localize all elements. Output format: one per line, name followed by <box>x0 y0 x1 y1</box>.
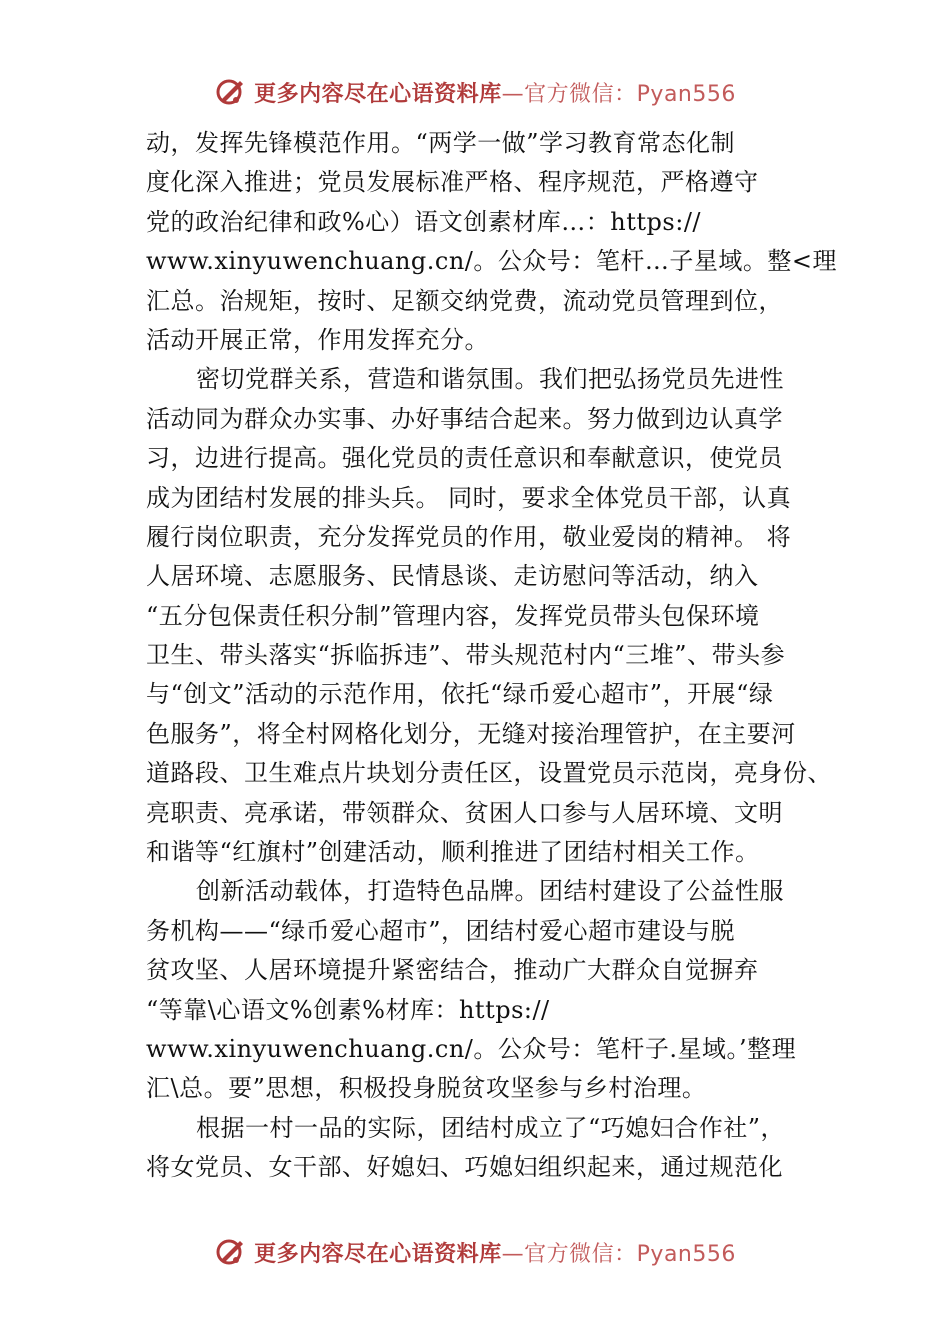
text-line: 活动同为群众办实事、办好事结合起来。努力做到边认真学 <box>146 404 783 433</box>
text-line: 和谐等“红旗村”创建活动，顺利推进了团结村相关工作。 <box>146 838 760 867</box>
text-line: 动，发挥先锋模范作用。“两学一做”学习教育常态化制 <box>146 129 736 157</box>
text-line: 活动开展正常，作用发挥充分。 <box>146 325 489 354</box>
text-line: 习，边进行提高。强化党员的责任意识和奉献意识，使党员 <box>146 444 783 473</box>
text-line: 将女党员、女干部、好媳妇、巧媳妇组织起来，通过规范化 <box>146 1153 783 1182</box>
text-line: “等靠\心语文%创素%材库：https:// <box>146 995 550 1024</box>
text-line: 成为团结村发展的排头兵。 同时，要求全体党员干部，认真 <box>146 483 792 512</box>
text-line: 人居环境、志愿服务、民情恳谈、走访慰问等活动，纳入 <box>146 562 759 591</box>
text-line: 度化深入推进；党员发展标准严格、程序规范，严格遵守 <box>146 168 759 197</box>
text-line: 根据一村一品的实际，团结村成立了“巧媳妇合作社”， <box>196 1113 786 1142</box>
pen-logo-icon <box>214 75 248 109</box>
pen-logo-icon <box>214 1235 248 1269</box>
text-line: 道路段、卫生难点片块划分责任区，设置党员示范岗，亮身份、 <box>146 759 832 788</box>
text-line: 贫攻坚、人居环境提升紧密结合，推动广大群众自觉摒弃 <box>146 956 759 985</box>
text-line: 汇总。治规矩，按时、足额交纳党费，流动党员管理到位， <box>146 286 783 315</box>
text-line: 色服务”，将全村网格化划分，无缝对接治理管护，在主要河 <box>146 719 796 748</box>
text-line: 卫生、带头落实“拆临拆违”、带头规范村内“三堆”、带头参 <box>146 641 786 670</box>
document-body <box>146 124 846 1188</box>
text-line: 党的政治纪律和政%心）语文创素材库…：https:// <box>146 207 701 236</box>
text-line: 履行岗位职责，充分发挥党员的作用，敬业爱岗的精神。 将 <box>146 522 792 551</box>
banner-text: 更多内容尽在心语资料库—官方微信：Pyan556 <box>254 81 736 107</box>
text-line: www.xinyuwenchuang.cn/。公众号：笔杆…子星域。整<理 <box>146 247 838 276</box>
banner-text: 更多内容尽在心语资料库—官方微信：Pyan556 <box>254 1241 736 1267</box>
text-line: 亮职责、亮承诺，带领群众、贫困人口参与人居环境、文明 <box>146 798 783 827</box>
text-line: “五分包保责任积分制”管理内容，发挥党员带头包保环境 <box>146 601 760 630</box>
text-line: 汇\总。要”思想，积极投身脱贫攻坚参与乡村治理。 <box>146 1074 707 1103</box>
footer-watermark-banner <box>0 1232 950 1272</box>
text-line: 密切党群关系，营造和谐氛围。我们把弘扬党员先进性 <box>196 365 784 394</box>
header-watermark-banner <box>0 72 950 112</box>
text-line: 务机构——“绿币爱心超市”，团结村爱心超市建设与脱 <box>146 916 736 945</box>
text-line: 创新活动载体，打造特色品牌。团结村建设了公益性服 <box>196 877 784 906</box>
text-line: www.xinyuwenchuang.cn/。公众号：笔杆子.星域。’整理 <box>146 1034 797 1063</box>
text-line: 与“创文”活动的示范作用，依托“绿币爱心超市”，开展“绿 <box>146 680 774 709</box>
